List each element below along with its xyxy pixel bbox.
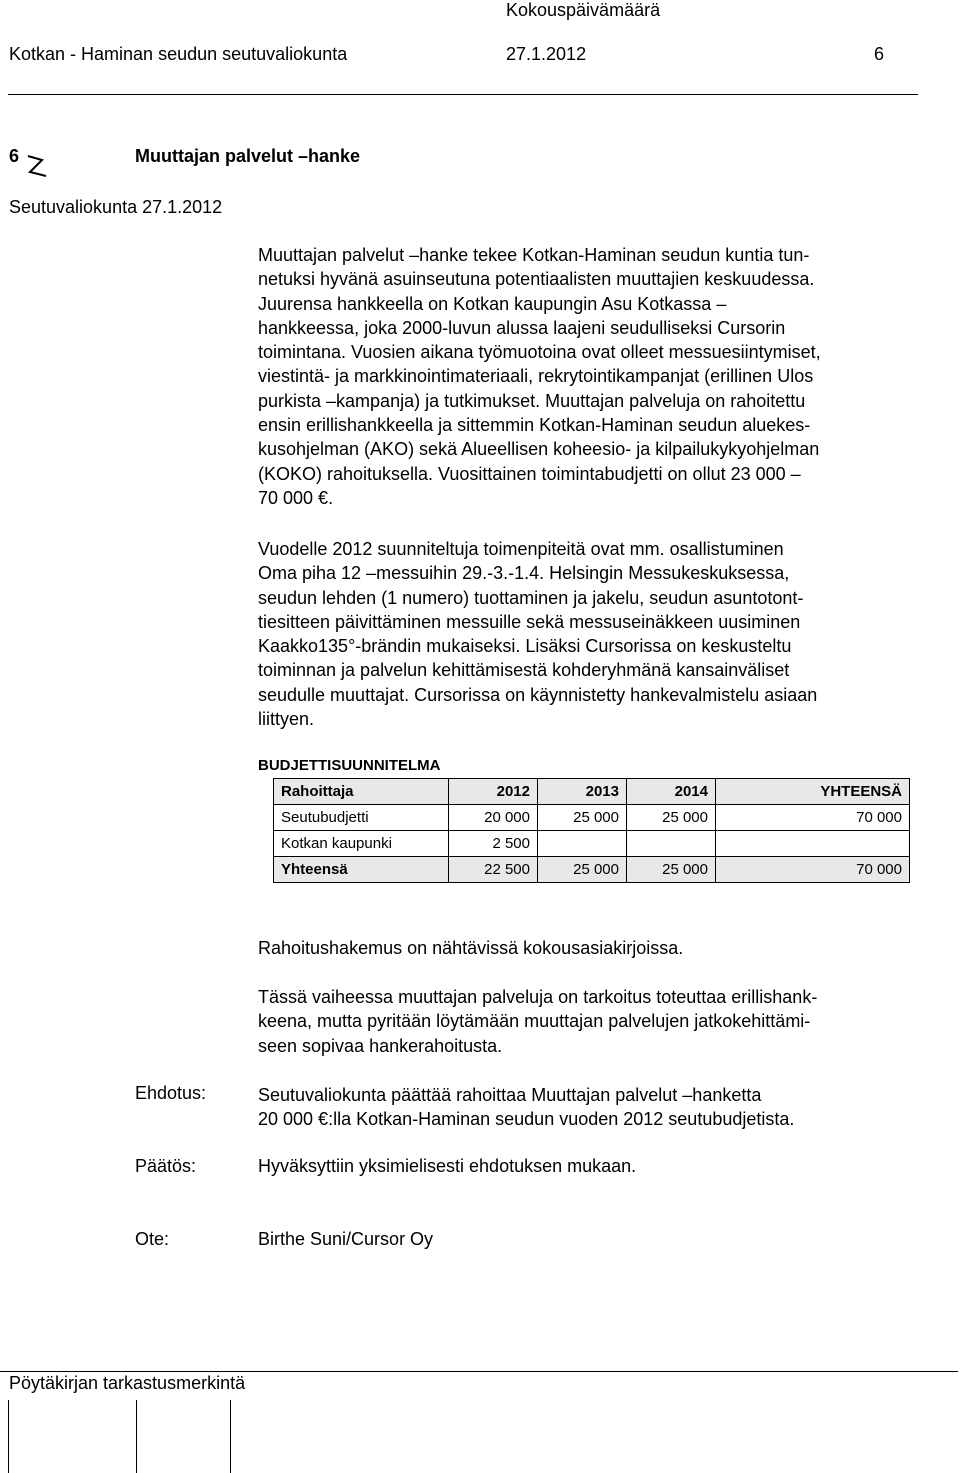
table-cell: 70 000	[716, 857, 910, 883]
text-line: 20 000 €:lla Kotkan-Haminan seudun vuoden 2012 seutubudjetista.	[258, 1109, 795, 1130]
organization-name: Kotkan - Haminan seudun seutuvaliokunta	[9, 44, 348, 64]
future-paragraph	[258, 985, 918, 1058]
text-line: tiesitteen päivittäminen messuille sekä messuseinäkkeen uusiminen	[258, 611, 801, 632]
table-cell	[627, 831, 716, 857]
extract-label: Ote:	[135, 1229, 170, 1249]
text-line: kusohjelman (AKO) sekä Alueellisen koheesio- ja kilpailukykyohjelman	[258, 439, 820, 460]
section-title: Muuttajan palvelut –hanke	[135, 146, 361, 166]
table-header-cell: 2014	[627, 779, 716, 805]
proposal-label: Ehdotus:	[135, 1083, 207, 1103]
table-header-row	[274, 779, 910, 805]
text-line: liittyen.	[258, 709, 315, 730]
text-line: Kaakko135°-brändin mukaiseksi. Lisäksi Cursorissa on keskusteltu	[258, 636, 792, 657]
table-cell: 25 000	[627, 857, 716, 883]
decision-label: Päätös:	[135, 1156, 197, 1176]
budget-title: BUDJETTISUUNNITELMA	[258, 757, 441, 774]
text-line: Tässä vaiheessa muuttajan palveluja on tarkoitus toteuttaa erillishank-	[258, 987, 818, 1007]
table-cell: 70 000	[716, 805, 910, 831]
signature-box-divider	[230, 1400, 231, 1473]
extract-text: Birthe Suni/Cursor Oy	[258, 1229, 434, 1249]
text-line: Rahoitushakemus on nähtävissä kokousasiakirjoissa.	[258, 938, 684, 958]
text-line: Juurensa hankkeella on Kotkan kaupungin Asu Kotkassa –	[258, 293, 727, 314]
signature-box-divider	[136, 1400, 137, 1473]
footer-text: Pöytäkirjan tarkastusmerkintä	[9, 1373, 246, 1393]
text-line: Seutuvaliokunta päättää rahoittaa Muuttajan palvelut –hanketta	[258, 1085, 762, 1105]
text-line: seen sopivaa hankerahoitusta.	[258, 1035, 503, 1056]
description-paragraph	[258, 243, 918, 510]
table-cell: Seutubudjetti	[274, 805, 449, 831]
table-total-row	[274, 857, 910, 883]
table-row	[274, 831, 910, 857]
text-line: viestintä- ja markkinointimateriaali, rekrytointikampanjat (erillinen Ulos	[258, 366, 814, 387]
table-cell: 22 500	[449, 857, 538, 883]
table-header-cell: 2012	[449, 779, 538, 805]
application-note	[258, 936, 918, 960]
table-header-cell: Rahoittaja	[274, 779, 449, 805]
table-cell	[716, 831, 910, 857]
meeting-date-label: Kokouspäivämäärä	[506, 0, 661, 20]
text-line: ensin erillishankkeella ja sittemmin Kotkan-Haminan seudun aluekes-	[258, 415, 811, 436]
table-cell: 2 500	[449, 831, 538, 857]
text-line: Muuttajan palvelut –hanke tekee Kotkan-Haminan seudun kuntia tun-	[258, 245, 810, 265]
table-cell	[538, 831, 627, 857]
text-line: hankkeessa, joka 2000-luvun alussa laajeni seudulliseksi Cursorin	[258, 317, 786, 338]
table-cell: 25 000	[627, 805, 716, 831]
text-line: seudulle muuttajat. Cursorissa on käynnistetty hankevalmistelu asiaan	[258, 684, 818, 705]
section-mark-icon	[24, 148, 52, 182]
text-line: seudun lehden (1 numero) tuottaminen ja jakelu, seudun asuntotont-	[258, 587, 804, 608]
footer-divider	[0, 1371, 958, 1372]
table-cell: Yhteensä	[274, 857, 449, 883]
table-cell: 25 000	[538, 805, 627, 831]
decision-text: Hyväksyttiin yksimielisesti ehdotuksen mukaan.	[258, 1156, 637, 1176]
plans-paragraph	[258, 537, 918, 731]
section-body-meta: Seutuvaliokunta 27.1.2012	[9, 197, 223, 217]
text-line: purkista –kampanja) ja tutkimukset. Muuttajan palveluja on rahoitettu	[258, 390, 806, 411]
table-cell: 25 000	[538, 857, 627, 883]
text-line: (KOKO) rahoituksella. Vuosittainen toimintabudjetti on ollut 23 000 –	[258, 463, 801, 484]
text-line: toimintana. Vuosien aikana työmuotoina ovat olleet messuesiintymiset,	[258, 342, 821, 363]
text-line: keena, mutta pyritään löytämään muuttajan palvelujen jatkokehittämi-	[258, 1011, 811, 1032]
text-line: toiminnan ja palvelun kehittämisestä kohderyhmänä kansainväliset	[258, 660, 790, 681]
budget-table	[273, 778, 910, 883]
table-cell: 20 000	[449, 805, 538, 831]
text-line: 70 000 €.	[258, 487, 334, 508]
text-line: Vuodelle 2012 suunniteltuja toimenpiteitä ovat mm. osallistuminen	[258, 539, 784, 559]
header-divider	[8, 94, 918, 95]
section-number: 6	[9, 146, 20, 166]
table-header-cell: YHTEENSÄ	[716, 779, 910, 805]
page-number: 6	[874, 44, 885, 64]
table-row	[274, 805, 910, 831]
meeting-date: 27.1.2012	[506, 44, 587, 64]
table-cell: Kotkan kaupunki	[274, 831, 449, 857]
text-line: Oma piha 12 –messuihin 29.-3.-1.4. Helsingin Messukeskuksessa,	[258, 563, 790, 584]
table-header-cell: 2013	[538, 779, 627, 805]
proposal-text	[258, 1083, 918, 1132]
text-line: netuksi hyvänä asuinseutuna potentiaalisten muuttajien keskuudessa.	[258, 269, 815, 290]
signature-box-divider	[8, 1400, 9, 1473]
